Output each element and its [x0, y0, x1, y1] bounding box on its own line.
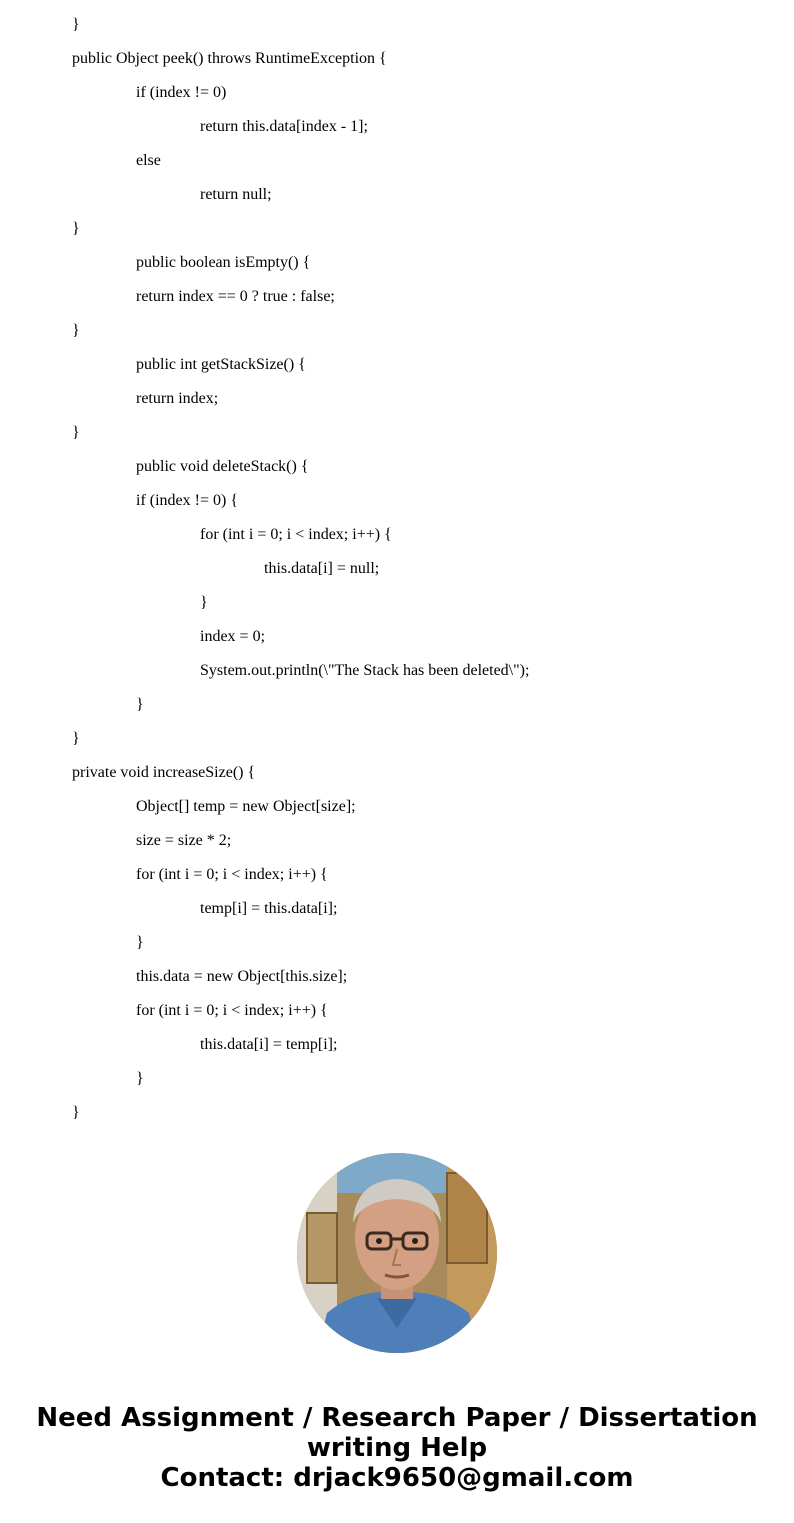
contact-email-line: Contact: drjack9650@gmail.com — [160, 1463, 634, 1493]
code-line: this.data[i] = temp[i]; — [200, 1036, 338, 1053]
code-line: return index; — [136, 390, 219, 407]
code-line: this.data[i] = null; — [264, 560, 380, 577]
code-line: return index == 0 ? true : false; — [136, 288, 335, 305]
code-line: } — [136, 934, 144, 951]
code-line: for (int i = 0; i < index; i++) { — [136, 866, 328, 883]
code-line: public int getStackSize() { — [136, 356, 306, 373]
code-line: public void deleteStack() { — [136, 458, 309, 475]
code-line: else — [136, 152, 161, 169]
code-line: } — [72, 220, 80, 237]
code-line: } — [136, 696, 144, 713]
code-line: } — [136, 1070, 144, 1087]
code-line: size = size * 2; — [136, 832, 232, 849]
code-line: temp[i] = this.data[i]; — [200, 900, 338, 917]
code-line: for (int i = 0; i < index; i++) { — [200, 526, 392, 543]
code-line: } — [72, 322, 80, 339]
banner-line-1: Need Assignment / Research Paper / Dissertation — [36, 1403, 758, 1433]
contact-banner — [0, 1403, 794, 1493]
code-line: index = 0; — [200, 628, 266, 645]
code-line: return this.data[index - 1]; — [200, 118, 368, 135]
code-line: } — [72, 1104, 80, 1121]
code-line: } — [200, 594, 208, 611]
code-line: for (int i = 0; i < index; i++) { — [136, 1002, 328, 1019]
code-line: } — [72, 16, 80, 33]
code-line: return null; — [200, 186, 272, 203]
author-photo — [297, 1153, 497, 1353]
code-line: if (index != 0) { — [136, 492, 239, 509]
code-line: if (index != 0) — [136, 84, 227, 101]
code-line: } — [72, 424, 80, 441]
code-line: this.data = new Object[this.size]; — [136, 968, 348, 985]
code-line: Object[] temp = new Object[size]; — [136, 798, 356, 815]
banner-line-2: writing Help — [306, 1433, 488, 1463]
code-line: } — [72, 730, 80, 747]
code-line: private void increaseSize() { — [72, 764, 256, 781]
code-listing — [0, 8, 794, 1130]
portrait-image — [297, 1153, 497, 1353]
code-line: public Object peek() throws RuntimeException { — [72, 50, 387, 67]
code-line: public boolean isEmpty() { — [136, 254, 311, 271]
code-line: System.out.println(\"The Stack has been deleted\"); — [200, 662, 530, 679]
